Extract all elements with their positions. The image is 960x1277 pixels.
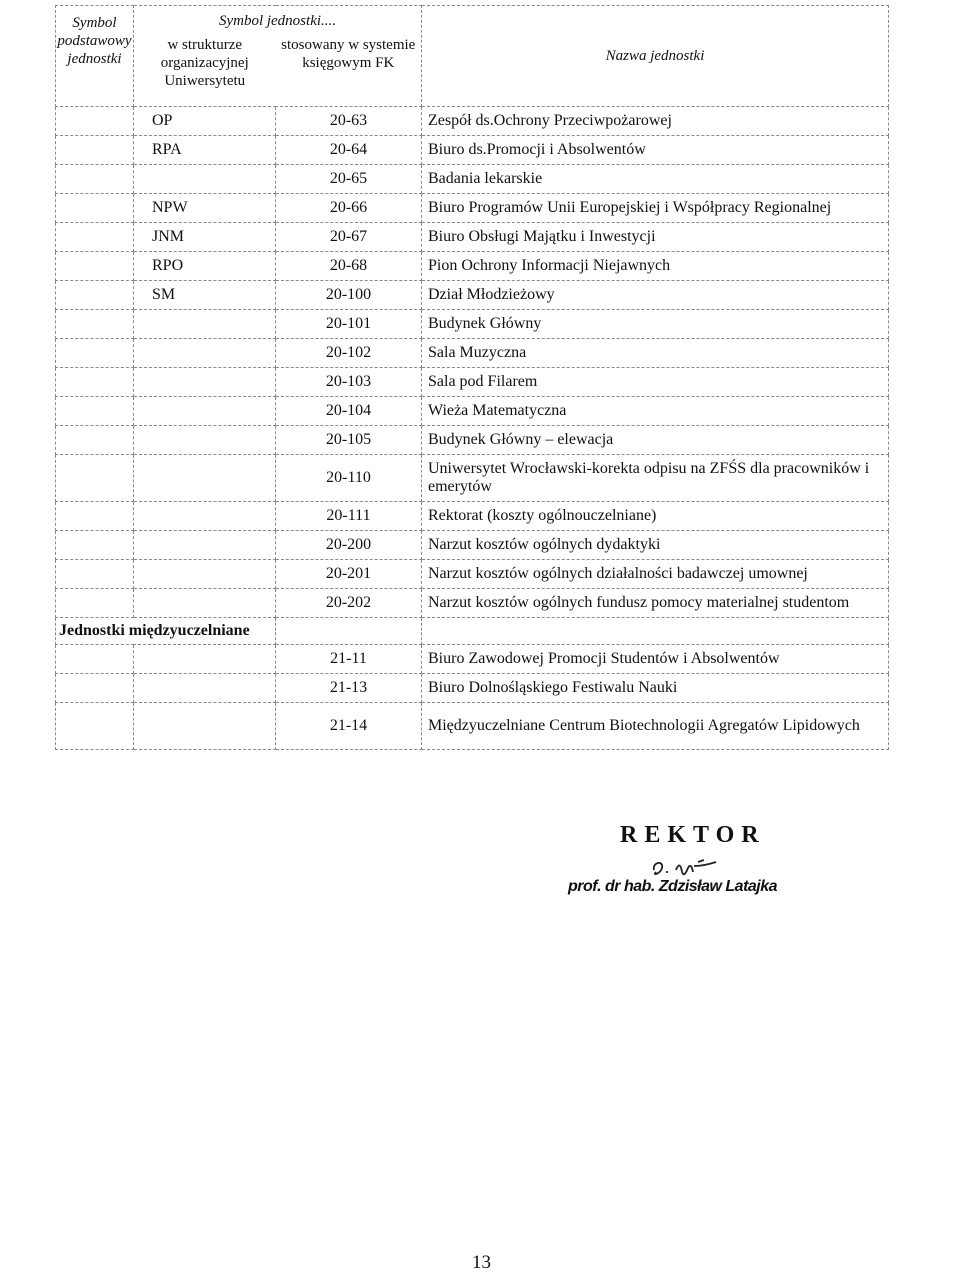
table-row xyxy=(56,194,889,223)
cell-base-symbol xyxy=(56,194,134,223)
table-row xyxy=(56,426,889,455)
cell-org-symbol xyxy=(134,674,276,703)
cell-unit-name xyxy=(422,645,889,674)
cell-fk-code: 20-110 xyxy=(276,455,422,502)
unit-name-text: Biuro Dolnośląskiego Festiwalu Nauki xyxy=(428,679,678,696)
cell-unit-name xyxy=(422,339,889,368)
cell-base-symbol xyxy=(56,560,134,589)
cell-base-symbol xyxy=(56,165,134,194)
cell-base-symbol xyxy=(56,674,134,703)
header-group-title: Symbol jednostki.... xyxy=(218,13,337,29)
unit-name-text: Biuro Programów Unii Europejskiej i Współpracy Regionalnej xyxy=(428,199,832,216)
cell-base-symbol xyxy=(56,531,134,560)
table-row xyxy=(56,368,889,397)
table-row xyxy=(56,223,889,252)
cell-fk-code: 20-102 xyxy=(276,339,422,368)
cell-fk-code: 21-14 xyxy=(276,703,422,750)
cell-org-symbol xyxy=(134,339,276,368)
unit-name-text: Narzut kosztów ogólnych fundusz pomocy materialnej studentom xyxy=(428,594,850,611)
cell-empty xyxy=(276,618,422,645)
header-fk-system: stosowany w systemie księgowym FK xyxy=(281,37,416,71)
cell-fk-code: 20-111 xyxy=(276,502,422,531)
cell-unit-name xyxy=(422,426,889,455)
cell-fk-code: 21-13 xyxy=(276,674,422,703)
header-base-symbol-text: Symbol podstawowy jednostki xyxy=(57,15,132,67)
unit-name-text: Międzyuczelniane Centrum Biotechnologii Agregatów Lipidowych xyxy=(428,717,860,734)
cell-base-symbol xyxy=(56,252,134,281)
unit-name-text: Sala pod Filarem xyxy=(428,373,538,390)
cell-org-symbol: JNM xyxy=(134,223,276,252)
cell-org-symbol xyxy=(134,502,276,531)
table-row xyxy=(56,339,889,368)
unit-name-text: Sala Muzyczna xyxy=(428,344,527,361)
unit-name-text: Badania lekarskie xyxy=(428,170,543,187)
cell-base-symbol xyxy=(56,502,134,531)
cell-fk-code: 20-68 xyxy=(276,252,422,281)
cell-fk-code: 20-64 xyxy=(276,136,422,165)
cell-org-symbol xyxy=(134,703,276,750)
table-row xyxy=(56,502,889,531)
cell-org-symbol xyxy=(134,645,276,674)
cell-unit-name xyxy=(422,252,889,281)
cell-org-symbol xyxy=(134,165,276,194)
table-row xyxy=(56,165,889,194)
cell-unit-name xyxy=(422,531,889,560)
table-row xyxy=(56,136,889,165)
cell-unit-name xyxy=(422,502,889,531)
cell-org-symbol xyxy=(134,310,276,339)
cell-unit-name xyxy=(422,368,889,397)
unit-name-text: Narzut kosztów ogólnych dydaktyki xyxy=(428,536,661,553)
cell-unit-name xyxy=(422,703,889,750)
unit-name-text: Pion Ochrony Informacji Niejawnych xyxy=(428,257,671,274)
cell-base-symbol xyxy=(56,339,134,368)
cell-base-symbol xyxy=(56,645,134,674)
cell-fk-code: 20-63 xyxy=(276,107,422,136)
cell-unit-name xyxy=(422,107,889,136)
table-row xyxy=(56,310,889,339)
cell-fk-code: 20-100 xyxy=(276,281,422,310)
cell-fk-code: 20-66 xyxy=(276,194,422,223)
cell-base-symbol xyxy=(56,310,134,339)
cell-base-symbol xyxy=(56,455,134,502)
header-base-symbol xyxy=(56,6,134,107)
unit-name-text: Uniwersytet Wrocławski-korekta odpisu na ZFŚS dla pracowników i emerytów xyxy=(428,460,870,495)
cell-org-symbol xyxy=(134,560,276,589)
unit-name-text: Budynek Główny xyxy=(428,315,542,332)
page-number: 13 xyxy=(472,1252,491,1273)
cell-base-symbol xyxy=(56,589,134,618)
cell-org-symbol xyxy=(134,397,276,426)
cell-org-symbol xyxy=(134,531,276,560)
cell-unit-name xyxy=(422,165,889,194)
cell-unit-name xyxy=(422,455,889,502)
cell-org-symbol: NPW xyxy=(134,194,276,223)
cell-org-symbol: OP xyxy=(134,107,276,136)
cell-fk-code: 20-202 xyxy=(276,589,422,618)
unit-name-text: Biuro ds.Promocji i Absolwentów xyxy=(428,141,646,158)
cell-unit-name xyxy=(422,397,889,426)
table-row xyxy=(56,531,889,560)
table-row xyxy=(56,455,889,502)
cell-fk-code: 20-104 xyxy=(276,397,422,426)
unit-name-text: Biuro Zawodowej Promocji Studentów i Absolwentów xyxy=(428,650,780,667)
cell-base-symbol xyxy=(56,136,134,165)
cell-base-symbol xyxy=(56,426,134,455)
cell-unit-name xyxy=(422,589,889,618)
header-row xyxy=(56,6,889,107)
table-row xyxy=(56,397,889,426)
unit-name-text: Wieża Matematyczna xyxy=(428,402,567,419)
table-row xyxy=(56,281,889,310)
cell-unit-name xyxy=(422,674,889,703)
cell-base-symbol xyxy=(56,223,134,252)
cell-org-symbol: RPA xyxy=(134,136,276,165)
unit-name-text: Budynek Główny – elewacja xyxy=(428,431,614,448)
cell-org-symbol xyxy=(134,455,276,502)
header-unit-name xyxy=(422,6,889,107)
header-subcolumns xyxy=(134,36,421,90)
cell-base-symbol xyxy=(56,368,134,397)
cell-fk-code: 20-200 xyxy=(276,531,422,560)
cell-fk-code: 20-67 xyxy=(276,223,422,252)
cell-fk-code: 20-105 xyxy=(276,426,422,455)
cell-fk-code: 20-101 xyxy=(276,310,422,339)
table-row xyxy=(56,252,889,281)
cell-fk-code: 20-65 xyxy=(276,165,422,194)
cell-org-symbol: SM xyxy=(134,281,276,310)
cell-unit-name xyxy=(422,194,889,223)
cell-fk-code: 20-103 xyxy=(276,368,422,397)
cell-fk-code: 21-11 xyxy=(276,645,422,674)
table-row xyxy=(56,560,889,589)
unit-name-text: Zespół ds.Ochrony Przeciwpożarowej xyxy=(428,112,672,129)
cell-org-symbol: RPO xyxy=(134,252,276,281)
cell-org-symbol xyxy=(134,426,276,455)
cell-base-symbol xyxy=(56,703,134,750)
rektor-title: REKTOR xyxy=(620,822,766,848)
cell-unit-name xyxy=(422,281,889,310)
cell-empty xyxy=(422,618,889,645)
units-table-body xyxy=(56,6,889,750)
cell-base-symbol xyxy=(56,281,134,310)
table-row xyxy=(56,674,889,703)
section-title: Jednostki międzyuczelniane xyxy=(56,618,276,645)
unit-name-text: Dział Młodzieżowy xyxy=(428,286,555,303)
cell-fk-code: 20-201 xyxy=(276,560,422,589)
unit-name-text: Rektorat (koszty ogólnouczelniane) xyxy=(428,507,657,524)
table-row xyxy=(56,589,889,618)
header-org-structure: w strukturze organizacyjnej Uniwersytetu xyxy=(160,37,249,89)
cell-org-symbol xyxy=(134,589,276,618)
table-row xyxy=(56,703,889,750)
cell-unit-name xyxy=(422,560,889,589)
rector-name: prof. dr hab. Zdzisław Latajka xyxy=(568,878,778,895)
table-row xyxy=(56,107,889,136)
header-unit-name-text: Nazwa jednostki xyxy=(605,48,705,64)
table-row xyxy=(56,645,889,674)
cell-unit-name xyxy=(422,136,889,165)
cell-base-symbol xyxy=(56,397,134,426)
cell-base-symbol xyxy=(56,107,134,136)
units-table xyxy=(55,5,889,750)
header-unit-symbol-group xyxy=(134,6,422,107)
unit-name-text: Biuro Obsługi Majątku i Inwestycji xyxy=(428,228,656,245)
section-row xyxy=(56,618,889,645)
cell-org-symbol xyxy=(134,368,276,397)
unit-name-text: Narzut kosztów ogólnych działalności badawczej umownej xyxy=(428,565,808,582)
cell-unit-name xyxy=(422,310,889,339)
cell-unit-name xyxy=(422,223,889,252)
